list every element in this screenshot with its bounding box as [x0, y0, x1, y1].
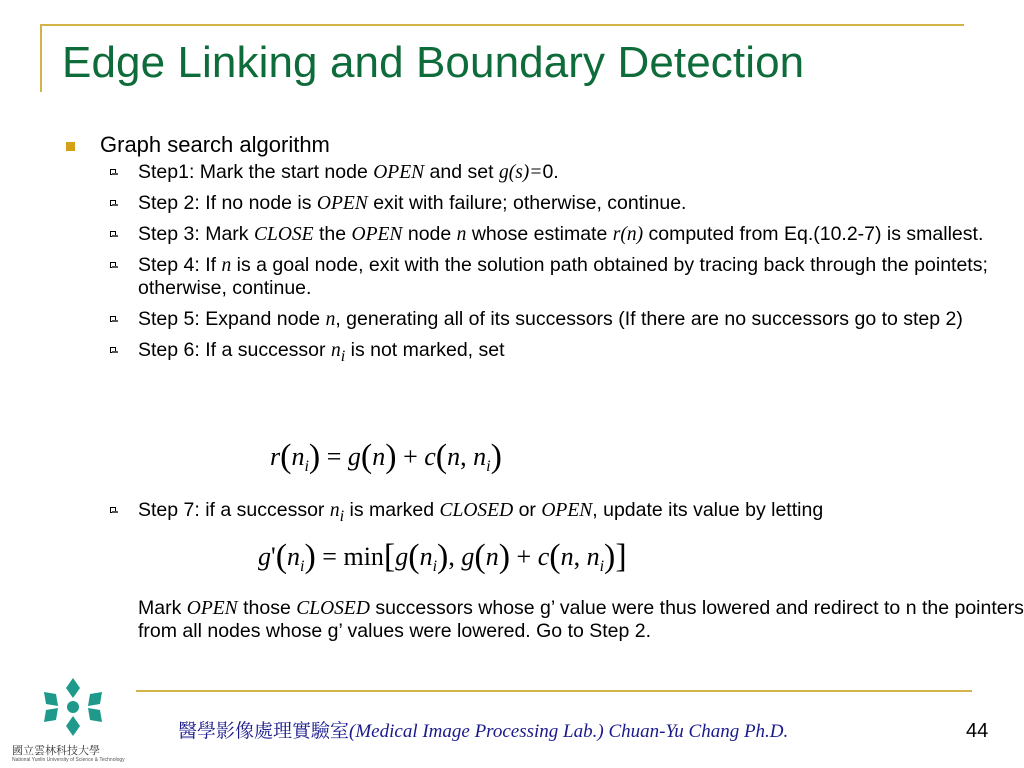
eq-symbol: c [424, 442, 436, 471]
step-text: node [402, 223, 457, 245]
slide-content [62, 131, 992, 376]
hollow-square-bullet-icon [110, 347, 116, 353]
eq-symbol: n [372, 442, 386, 471]
step-term: OPEN [316, 193, 368, 214]
step-text: Step 7: if a successor [138, 499, 330, 521]
footer-lab-name: 醫學影像處理實驗室 [178, 720, 350, 742]
step-subscript: i [339, 506, 345, 525]
step-text: 0. [542, 161, 559, 183]
step-3 [62, 223, 992, 246]
eq-function: min [343, 542, 384, 571]
eq-paren: ( [408, 538, 420, 575]
eq-subscript: i [599, 558, 605, 576]
step-5 [62, 308, 992, 331]
eq-paren: ( [275, 538, 288, 575]
eq-subscript: i [432, 558, 438, 576]
step-text: is a goal node, exit with the solution path obtained by tracing back through the pointets; otherwise, continue. [138, 254, 988, 299]
eq-symbol: n [586, 542, 600, 571]
equation-r [270, 440, 502, 484]
hollow-square-bullet-icon [110, 507, 116, 513]
hollow-square-bullet-icon [110, 316, 116, 322]
eq-paren: ) [604, 538, 616, 575]
step-text: is marked [344, 499, 440, 521]
step-term: n [325, 309, 336, 330]
eq-symbol: g [395, 542, 409, 571]
step-text: or [513, 499, 542, 521]
step-text: Step 6: If a successor [138, 339, 331, 361]
step-text: Mark [138, 597, 187, 619]
eq-operator: , [448, 542, 462, 571]
step-text: whose estimate [466, 223, 613, 245]
eq-paren: ) [490, 438, 502, 475]
hollow-square-bullet-icon [110, 262, 116, 268]
eq-paren: ( [435, 438, 448, 475]
frame-top-line [40, 24, 964, 26]
step-text: , update its value by letting [592, 499, 824, 521]
hollow-square-bullet-icon [110, 169, 116, 175]
step-text: Step 4: If [138, 254, 222, 276]
eq-paren: ) [308, 438, 321, 475]
step-4 [62, 254, 992, 300]
eq-paren: ) [304, 538, 316, 575]
university-name: 國立雲林科技大學 [12, 744, 100, 757]
eq-symbol: n [560, 542, 574, 571]
hollow-square-bullet-icon [110, 231, 116, 237]
eq-symbol: ' [271, 542, 276, 571]
footer-author: (Medical Image Processing Lab.) Chuan-Yu Chang Ph.D. [349, 721, 789, 742]
footer-credit [178, 716, 788, 743]
step-text: Step 2: If no node is [138, 192, 317, 214]
eq-symbol: n [287, 542, 301, 571]
eq-operator: = [320, 442, 348, 471]
eq-symbol: n [473, 442, 487, 471]
step-text: , generating all of its successors (If there are no successors go to step 2) [335, 308, 963, 330]
step-subscript: i [340, 346, 346, 365]
mark-paragraph [62, 597, 1024, 643]
eq-symbol: g [461, 542, 475, 571]
step-1 [62, 161, 992, 184]
eq-symbol: n [447, 442, 461, 471]
step-term: CLOSED [439, 500, 514, 521]
frame-left-line [40, 24, 42, 92]
eq-symbol: n [291, 442, 305, 471]
eq-symbol: g [258, 542, 271, 571]
eq-paren: ) [498, 538, 511, 575]
step-text: is not marked, set [345, 339, 505, 361]
eq-symbol: r [270, 442, 281, 471]
eq-symbol: c [537, 542, 550, 571]
step-term: OPEN [373, 162, 425, 183]
square-bullet-icon [66, 142, 75, 151]
eq-bracket: [ [383, 538, 396, 575]
footer-divider [136, 690, 972, 692]
step-text: exit with failure; otherwise, continue. [367, 192, 687, 214]
step-term: r(n) [612, 224, 644, 245]
page-number: 44 [966, 720, 989, 742]
eq-operator: , [460, 442, 474, 471]
step-term: OPEN [541, 500, 593, 521]
step-term: OPEN [186, 598, 238, 619]
step-term: n [329, 500, 340, 521]
university-logo-icon [14, 676, 132, 738]
step-term: OPEN [351, 224, 403, 245]
equation-g-prime [258, 540, 627, 584]
eq-symbol: g [347, 442, 361, 471]
eq-paren: ( [280, 438, 292, 475]
eq-paren: ) [385, 438, 397, 475]
eq-subscript: i [304, 458, 309, 476]
step-6 [62, 339, 992, 368]
step-text: successors whose g’ value were thus lowered and redirect to n the pointers from all nodes whose g’ values were lowered. Go to Step 2. [138, 597, 1024, 642]
eq-paren: ) [437, 538, 449, 575]
eq-paren: ( [474, 538, 486, 575]
step-text: and set [424, 161, 499, 183]
step-term: CLOSED [296, 598, 370, 619]
step-term: g(s)= [498, 162, 543, 183]
step-text: Step1: Mark the start node [138, 161, 374, 183]
eq-operator: + [396, 442, 425, 471]
step-text: the [313, 223, 352, 245]
eq-paren: ( [360, 438, 373, 475]
step-7 [62, 499, 1024, 528]
eq-paren: ( [549, 538, 561, 575]
step-text: Step 5: Expand node [138, 308, 326, 330]
slide-title: Edge Linking and Boundary Detection [62, 38, 805, 87]
step-term: n [330, 340, 341, 361]
step-term: n [456, 224, 467, 245]
step-2 [62, 192, 992, 215]
step-text: computed from Eq.(10.2-7) is smallest. [643, 223, 984, 245]
bullet-item [62, 131, 992, 159]
hollow-square-bullet-icon [110, 200, 116, 206]
eq-subscript: i [486, 458, 491, 476]
university-subtitle: National Yunlin University of Science & Technology [12, 757, 125, 763]
step-term: CLOSE [253, 224, 314, 245]
eq-operator: + [510, 542, 538, 571]
eq-subscript: i [300, 558, 305, 576]
bullet-text: Graph search algorithm [100, 132, 330, 157]
eq-bracket: ] [615, 538, 627, 575]
step-text: those [237, 597, 297, 619]
eq-operator: = [315, 542, 344, 571]
step-term: n [221, 255, 232, 276]
step-text: Step 3: Mark [138, 223, 254, 245]
eq-symbol: n [485, 542, 499, 571]
eq-symbol: n [419, 542, 433, 571]
eq-operator: , [573, 542, 587, 571]
